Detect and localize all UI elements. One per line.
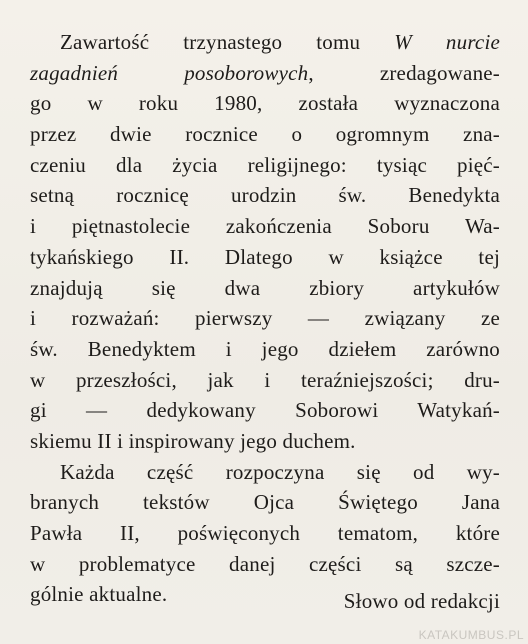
text-line: [30, 334, 500, 365]
text-line: [30, 487, 500, 518]
text-line: [30, 549, 500, 580]
italic-text-segment: zagadnień posoborowych: [30, 60, 309, 85]
text-segment: gólnie aktualne.: [30, 582, 168, 607]
text-segment: w problematyce danej części są szcze-: [30, 551, 500, 576]
signature: Słowo od redakcji: [343, 589, 500, 613]
text-line: [30, 27, 500, 58]
italic-text-segment: W nurcie: [394, 30, 500, 54]
text-line: [30, 180, 500, 211]
text-line: [30, 365, 500, 396]
paragraph-1: [30, 27, 500, 457]
text-segment: skiemu II i inspirowany jego duchem.: [30, 428, 356, 453]
text-segment: i piętnastolecie zakończenia Soboru Wa-: [30, 214, 500, 239]
text-segment: tykańskiego II. Dlatego w książce tej: [30, 244, 500, 269]
text-line: [30, 211, 500, 242]
text-segment: branych tekstów Ojca Świętego Jana: [30, 490, 500, 515]
text-segment: w przeszłości, jak i teraźniejszości; dru-: [30, 367, 500, 392]
text-line: [30, 395, 500, 426]
page-text: [30, 27, 500, 610]
text-segment: Zawartość trzynastego tomu: [60, 30, 395, 54]
text-line: [30, 88, 500, 119]
text-line: [30, 119, 500, 150]
text-segment: i rozważań: pierwszy — związany ze: [30, 306, 500, 331]
text-segment: św. Benedyktem i jego dziełem zarówno: [30, 336, 500, 361]
text-segment: znajdują się dwa zbiory artykułów: [30, 275, 500, 300]
text-segment: gi — dedykowany Soborowi Watykań-: [30, 398, 500, 423]
text-line: [30, 426, 500, 457]
watermark-text: KATAKUMBUS.PL: [418, 628, 524, 642]
text-segment: czeniu dla życia religijnego: tysiąc pięć-: [30, 152, 500, 177]
text-segment: go w roku 1980, została wyznaczona: [30, 91, 500, 116]
text-segment: setną rocznicę urodzin św. Benedykta: [30, 183, 500, 208]
text-segment: przez dwie rocznice o ogromnym zna-: [30, 122, 500, 147]
text-segment: Każda część rozpoczyna się od wy-: [60, 459, 500, 484]
text-line: [30, 242, 500, 273]
text-line: [30, 150, 500, 181]
text-line: [30, 457, 500, 488]
text-line: [30, 58, 500, 89]
text-segment: , zredagowane-: [308, 60, 500, 85]
text-segment: Pawła II, poświęconych tematom, które: [30, 521, 500, 545]
text-line: [30, 518, 500, 549]
text-line: [30, 303, 500, 334]
text-line: [30, 273, 500, 304]
